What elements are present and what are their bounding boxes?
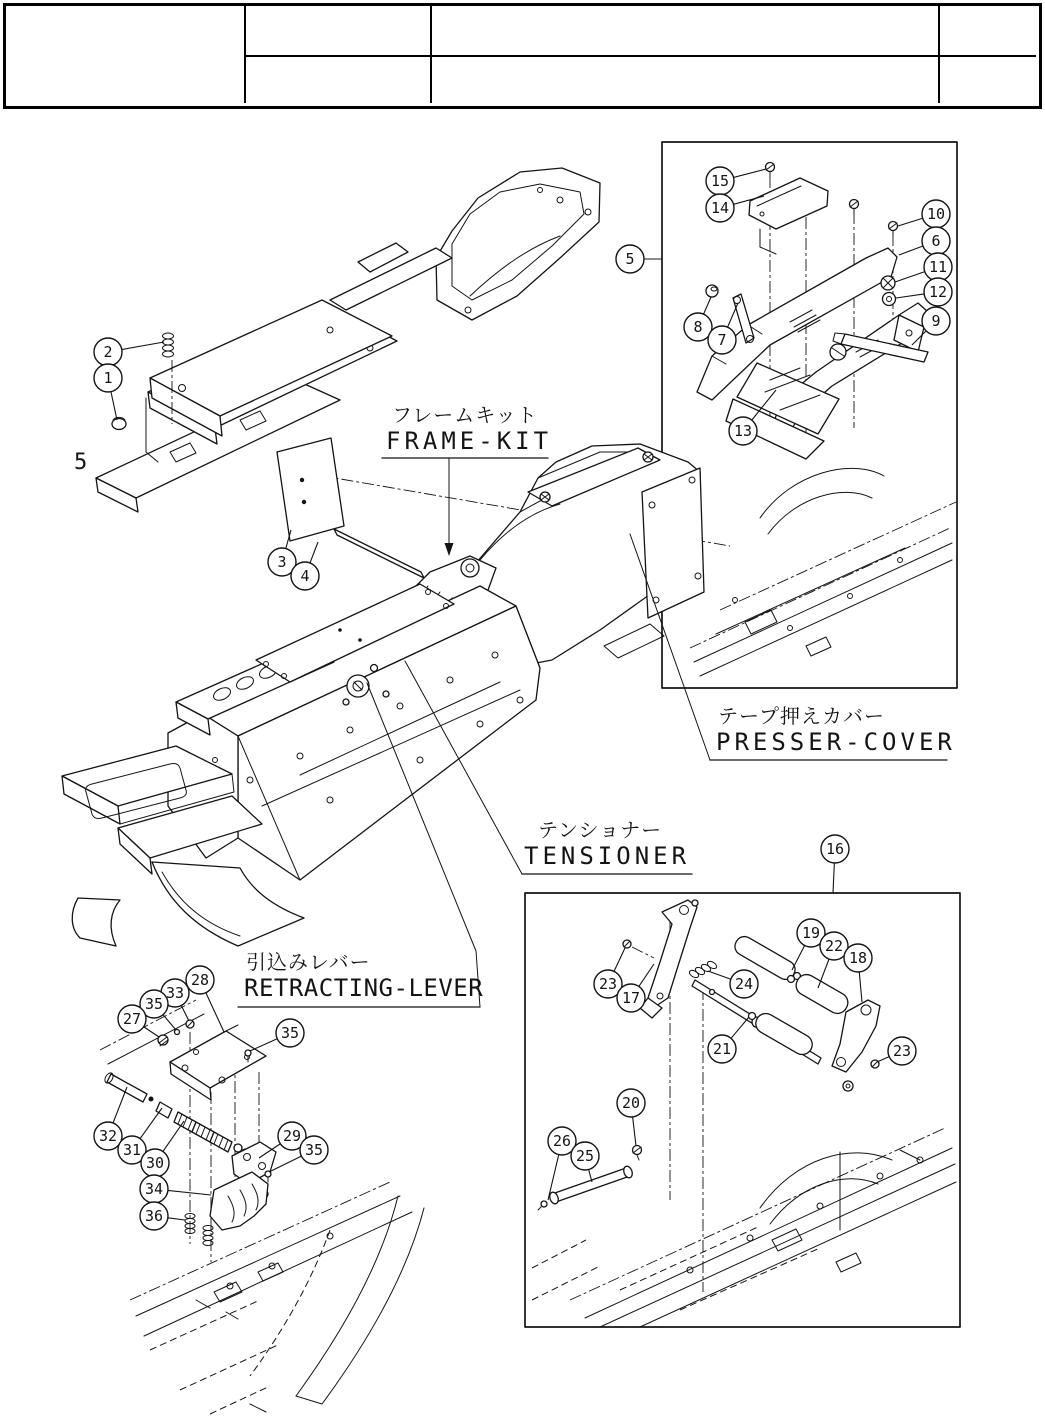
label-retracting-lever xyxy=(244,950,483,1002)
svg-text:16: 16 xyxy=(825,840,845,858)
label-frame-kit-en: FRAME-KIT xyxy=(386,427,553,455)
callout-leader xyxy=(734,169,766,177)
callout-1 xyxy=(94,364,122,392)
svg-text:22: 22 xyxy=(824,937,844,955)
clamp-screw xyxy=(643,452,653,462)
svg-text:36: 36 xyxy=(144,1207,164,1225)
screw-part-15 xyxy=(766,163,775,178)
callout-35 xyxy=(300,1136,328,1164)
frame-number-label: 5 xyxy=(74,450,88,475)
callout-leader xyxy=(614,948,625,971)
callout-11 xyxy=(924,253,952,281)
callout-leader xyxy=(163,1121,184,1151)
callout-6 xyxy=(922,227,950,255)
ghost-frame-upper-box xyxy=(690,468,956,676)
svg-text:35: 35 xyxy=(144,995,164,1013)
label-retracting-lever-jp: 引込みレバー xyxy=(246,950,371,974)
bracket-part-14 xyxy=(749,178,828,229)
plate-part-3 xyxy=(277,438,344,541)
callout-5 xyxy=(616,245,644,273)
svg-text:27: 27 xyxy=(122,1010,142,1028)
rod-part-25 xyxy=(552,1168,630,1202)
callout-leader xyxy=(899,246,923,255)
callout-15 xyxy=(706,167,734,195)
svg-text:35: 35 xyxy=(304,1141,324,1159)
callout-4 xyxy=(291,562,319,590)
callout-leader xyxy=(168,1218,185,1220)
screw-part-10 xyxy=(889,222,898,237)
pin-part-26 xyxy=(538,1201,547,1210)
retracting-lever-kit xyxy=(100,1000,276,1262)
screw-part-33 xyxy=(186,1020,194,1028)
svg-text:34: 34 xyxy=(144,1180,164,1198)
label-retracting-lever-en: RETRACTING-LEVER xyxy=(244,974,484,1002)
svg-text:33: 33 xyxy=(165,984,185,1002)
callout-32 xyxy=(94,1122,122,1150)
callout-leader xyxy=(708,971,731,979)
callout-leader xyxy=(859,972,862,1002)
callout-16 xyxy=(821,835,849,863)
callout-25 xyxy=(571,1142,599,1170)
screw xyxy=(850,200,859,215)
svg-text:19: 19 xyxy=(801,924,821,942)
svg-text:28: 28 xyxy=(190,971,210,989)
svg-text:12: 12 xyxy=(928,283,948,301)
svg-text:20: 20 xyxy=(621,1094,641,1112)
svg-text:31: 31 xyxy=(122,1141,142,1159)
label-frame-kit-jp: フレームキット xyxy=(392,403,538,427)
svg-text:3: 3 xyxy=(277,553,287,571)
label-presser-cover xyxy=(716,704,956,756)
screw-part-20 xyxy=(633,1146,642,1161)
svg-text:8: 8 xyxy=(693,318,703,336)
callout-7 xyxy=(708,326,736,354)
callout-leader xyxy=(896,294,924,298)
callout-21 xyxy=(708,1035,736,1063)
screw-part-35c xyxy=(265,1171,271,1182)
callout-9 xyxy=(922,307,950,335)
washer xyxy=(843,1081,853,1091)
svg-text:14: 14 xyxy=(710,199,730,217)
svg-text:9: 9 xyxy=(931,312,941,330)
clamp-screw xyxy=(540,492,550,502)
screw-part-23 xyxy=(623,940,631,948)
callout-leader xyxy=(833,863,834,893)
svg-text:25: 25 xyxy=(575,1147,595,1165)
screw-large xyxy=(830,344,846,360)
callout-27 xyxy=(118,1005,146,1033)
nut-part-11 xyxy=(881,276,895,290)
callout-leader xyxy=(181,1006,189,1021)
svg-text:11: 11 xyxy=(928,258,948,276)
svg-text:13: 13 xyxy=(733,422,753,440)
callout-14 xyxy=(706,194,734,222)
callout-34 xyxy=(140,1175,168,1203)
callout-18 xyxy=(844,944,872,972)
detail-box-presser-cover xyxy=(662,142,957,688)
label-tensioner xyxy=(524,818,690,870)
label-frame-kit xyxy=(386,403,552,455)
callout-leader xyxy=(250,1039,277,1051)
callout-leader xyxy=(731,1017,749,1038)
svg-text:7: 7 xyxy=(717,331,727,349)
pin-part-1 xyxy=(112,417,126,429)
lower-ghost-frame xyxy=(130,1182,424,1414)
svg-text:2: 2 xyxy=(103,343,113,361)
callout-20 xyxy=(617,1089,645,1117)
callout-28 xyxy=(186,966,214,994)
callout-2 xyxy=(94,338,122,366)
svg-text:1: 1 xyxy=(103,369,113,387)
frame-kit-arrowhead xyxy=(445,543,454,556)
svg-text:23: 23 xyxy=(598,975,618,993)
callout-leader xyxy=(206,993,224,1032)
callout-leader xyxy=(113,1087,127,1123)
callout-24 xyxy=(730,970,758,998)
label-presser-cover-jp: テープ押えカバー xyxy=(718,704,885,728)
spring-part-24 xyxy=(688,960,718,979)
callout-leader xyxy=(877,1057,889,1062)
washer-part-12 xyxy=(883,293,896,306)
detail-box-tensioner xyxy=(525,893,960,1327)
callout-36 xyxy=(140,1202,168,1230)
roller-part-21 xyxy=(752,1010,816,1058)
svg-text:24: 24 xyxy=(734,975,754,993)
lever-part-17 xyxy=(648,900,697,1006)
screw-part-27 xyxy=(158,1035,168,1046)
collar-part-31 xyxy=(156,1102,172,1118)
rod-part-4 xyxy=(334,529,424,578)
callout-30 xyxy=(141,1149,169,1177)
svg-text:4: 4 xyxy=(300,567,310,585)
spring-part-2 xyxy=(163,333,174,357)
callout-leader xyxy=(792,945,805,970)
guide-block-part-34 xyxy=(210,1172,268,1230)
callout-35 xyxy=(276,1019,304,1047)
bracket-upper xyxy=(697,248,897,400)
svg-text:15: 15 xyxy=(710,172,730,190)
callout-leader xyxy=(111,392,117,420)
spring-part-36 xyxy=(185,1214,213,1246)
svg-text:35: 35 xyxy=(280,1024,300,1042)
svg-text:32: 32 xyxy=(98,1127,118,1145)
callout-leader xyxy=(144,1027,159,1037)
svg-text:6: 6 xyxy=(931,232,941,250)
callout-leader xyxy=(704,297,711,314)
label-tensioner-en: TENSIONER xyxy=(524,842,691,870)
label-presser-cover-en: PRESSER-COVER xyxy=(716,728,956,756)
svg-text:5: 5 xyxy=(625,250,635,268)
callout-leader xyxy=(122,342,164,350)
callout-leader xyxy=(310,542,318,563)
callout-leader xyxy=(639,964,654,986)
svg-text:30: 30 xyxy=(145,1154,165,1172)
svg-text:26: 26 xyxy=(552,1132,572,1150)
callout-13 xyxy=(729,417,757,445)
callout-12 xyxy=(924,278,952,306)
callout-leader xyxy=(898,218,923,226)
svg-text:29: 29 xyxy=(282,1127,302,1145)
callout-leader xyxy=(895,272,925,282)
label-tensioner-jp: テンショナー xyxy=(538,818,663,842)
callout-leader xyxy=(168,1190,211,1195)
callout-leader xyxy=(633,1117,636,1146)
pin-part-35 xyxy=(175,1030,180,1035)
svg-text:18: 18 xyxy=(848,949,868,967)
callout-17 xyxy=(617,984,645,1012)
callout-10 xyxy=(922,200,950,228)
callout-leader xyxy=(163,1015,176,1030)
callout-leader xyxy=(728,303,738,327)
main-frame xyxy=(62,444,704,946)
callout-23 xyxy=(888,1037,916,1065)
svg-text:10: 10 xyxy=(926,205,946,223)
callout-leader xyxy=(140,1108,162,1139)
svg-text:21: 21 xyxy=(712,1040,732,1058)
svg-text:17: 17 xyxy=(621,989,641,1007)
screw-part-8 xyxy=(706,285,718,297)
svg-text:23: 23 xyxy=(892,1042,912,1060)
